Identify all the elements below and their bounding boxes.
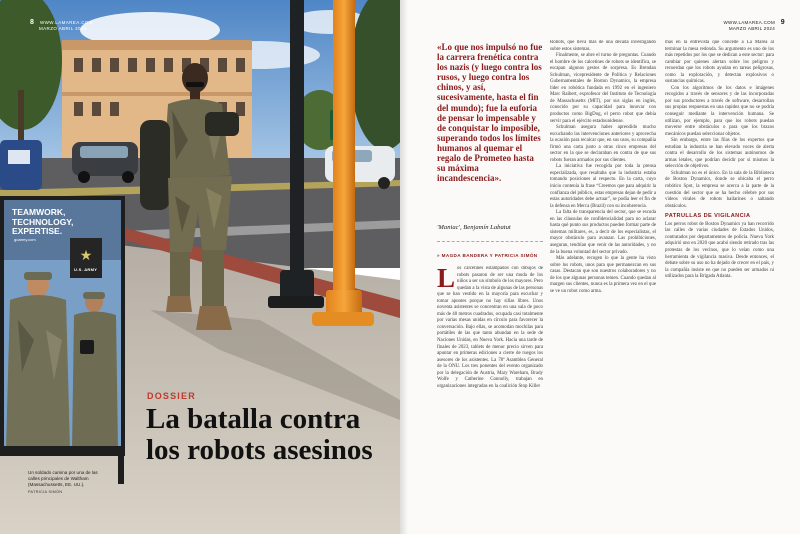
section-subhead: PATRULLAS DE VIGILANCIA (665, 213, 751, 220)
caption-text: Un soldado camina por una de las calles principales de Waltham (Massachussetts, EE. UU.). (28, 470, 98, 487)
right-page (400, 0, 800, 534)
column-3 (665, 40, 774, 524)
column-3-paragraph: Sin embargo, entre las filas de los expertos que estudian la industria se han elevado voces de alerta contra el desarrollo de los sistemas autónomos de armas letales, que podrían decidir por sí mismos la selección de objetivos. (665, 138, 774, 170)
column-2 (550, 40, 656, 524)
column-2-paragraph: Schulman asegura haber aprendido mucho escuchando las intervenciones anteriores y aprovecha la ocasión para recalcar que, en sus usos, su compañía firmó una carta junto a otras cinco empresas del sector en la que se declaraban en contra de que sus robots fueran armados por sus clientes. (550, 125, 656, 163)
column-3-paragraph: mas en la entrevista que concede a La Marea al terminar la mesa redonda. Su argumento es uno de los más repetidos por los que se dedican a este sector: para cambiar por quienes alertan sobre los peligros y recuerdan que los robots ayudan en tareas peligrosas, como la exploración, y detectan explosivos o sustancias químicas. (665, 40, 774, 85)
quote-source: 'Maniac', Benjamín Labatut (437, 224, 511, 231)
left-header-site: WWW.LAMAREA.COM (39, 20, 93, 25)
byline: » MAGDA BANDERA Y PATRICIA SIMÓN (437, 253, 538, 258)
column-3-paragraph: Schulman no es el único. En la sala de la Biblioteca de Boston Dynamics, donde se ubicaba el perro robótico Spot, la empresa se acerca a la parte de la cuestión del sector que se ha hecho célebre por sus vídeos virales de robots bailarines o saltando obstáculos. (665, 170, 774, 209)
ad-website: goarmy.com (14, 237, 36, 242)
column-2-paragraph: Más adelante, recogen lo que la gente ha visto sobre los robots, unos para que permanezcan en sus casas. Destacan que son nuestros colaboradores y no de los que algunas personas temen. Cuando quedan al margen sus clientes, nunca es la primera vez en el que se ve un robot como arma. (550, 256, 656, 294)
left-page-number: 8 (30, 19, 35, 26)
right-page-header (723, 19, 785, 32)
column-2-paragraph: La iniciativa fue recogida por toda la prensa especializada, que resaltaba que la industria estaba tomando posiciones al respecto. En la carta, cuyo inicio contenía la frase “Creemos que para adquirir la confianza del público, estas empresas dejan de pedir a estas autoridades debe actuar”, se podía leer el fin de la defensa en Merca (Brazil) con su incoherencia. (550, 164, 656, 209)
right-header-site: WWW.LAMAREA.COM (723, 20, 775, 25)
right-header-date: MARZO ABRIL 2024 (728, 26, 775, 31)
page-gutter-shadow (400, 0, 408, 534)
left-header-date: MARZO ABRIL 2024 (39, 26, 87, 31)
column-3-paragraph: Los perros robot de Boston Dynamics ya han recorrido las calles de varias ciudades de Estados Unidos, contratados por departamentos de policía. Nueva York adquirió uno en 2020 que acabó siendo retirado tras las protestas de los vecinos, que lo veían como una herramienta de vigilancia masiva. Desde entonces, el debate sobre su uso no ha dejado de crecer en el país, y la compañía insiste en que no pueden ser armados ni utilizados para la Brigada Atlanta. (665, 221, 774, 280)
photo-caption (28, 470, 108, 495)
army-logo: U.S. ARMY (74, 267, 98, 272)
pull-quote: «Lo que nos impulsó no fue la carrera frenética contra los nazis (y luego contra los rusos, y luego contra los chinos, y así, sucesivamente, hasta el fin del mundo); fue la euforia de pensar lo impensable y de conquistar lo imposible, superando todos los límites humanos al quemar el regalo de Prometeo hasta su máxima incandescencia». (437, 42, 543, 184)
photo-credit: PATRICIA SIMÓN (28, 490, 63, 494)
right-page-number: 9 (780, 19, 785, 26)
column-2-paragraph: La falta de transparencia del sector, que se escuda en las cláusulas de confidencialidad para no aclarar hasta qué punto sus productos pueden formar parte de sistemas militares, es, a decir de los especialistas, el mayor obstáculo para avanzar. Las prohibiciones, aseguran, tendrían que venir de las autoridades, y no de la buena voluntad del sector privado. (550, 210, 656, 255)
column-1 (437, 266, 543, 528)
column-1-text: os calcetines estampados con dibujos de robots pasaron de ser una moda de los niños a ser un símbolo de los mayores. Pero quedan a la vista de algunas de las personas que se han vestido en la mayoría para escuchar y tomar apuntes porque no hay sillas libres. Unos noventa asistentes se concentran en una sala de poco más de 40 metros cuadrados, ocupada casi totalmente por varias mesas unidas en círculo para favorecer la conversación. Bajo ellas, se acomodan mochilas para portátiles de las que tanto abundan en la sede de Naciones Unidas, en Nueva York. Hacia una tarde de finales de 2023, tablets de menor precio sirven para apuntar en primeras ediciones a cierre de ruegos los asesores de los asistentes. La 78ª Asamblea General de la ONU. Los tres ponentes del evento organizado por la delegación de Austria, Mary Wareham, Brady Wolfe y Catherine Connolly, trabajan en organizaciones integradas en la coalición Stop Killer (437, 266, 543, 389)
column-2-paragraph: Finalmente, se abre el turno de preguntas. Cuando el hombre de los calcetines de robots se identifica, se escapan algunos gestos de sorpresa. Es Brendan Schulman, vicepresidente de Política y Relaciones Gubernamentales de Boston Dynamics, la empresa líder en robótica fundada en 1992 en el ingeniero Marc Raibert, exprofesor del Instituto de Tecnología de Massachusetts (MIT), por sus siglas en inglés, conocido por su capacidad para innovar con productos como BigDog, el perro robot que debía servir para el ejército estadounidense. (550, 53, 656, 124)
dashed-divider (437, 241, 543, 242)
ad-slogan: TEAMWORK, TECHNOLOGY, EXPERTISE. (12, 207, 74, 236)
section-kicker: DOSSIER (147, 391, 196, 401)
column-2-paragraph: Robots, que lleva más de una década investigando sobre estos sistemas. (550, 40, 656, 52)
svg-text:★: ★ (79, 248, 93, 264)
column-3-paragraph: Con los algoritmos de los datos e imágenes recogidos a través de sensores y de las incorporadas por sus productores a través de software, desarrollan sus propias respuestas en una rapidez que no se podría conseguir mediante la intervención humana. Se utilizan, por ejemplo, para que los robots puedan moverse entre obstáculos o para que los brazos mecánicos puedan seleccionar objetos. (665, 85, 774, 137)
article-headline: La batalla contra los robots asesinos (146, 403, 373, 466)
left-page-header (30, 20, 93, 32)
drop-cap: L (437, 266, 456, 293)
